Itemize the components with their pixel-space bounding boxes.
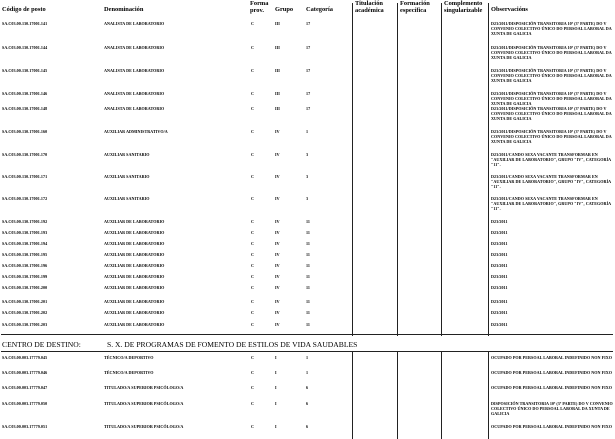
cell-forma: C — [251, 385, 255, 390]
cell-categoria: 11 — [306, 252, 310, 257]
cell-grupo: III — [275, 21, 280, 26]
cell-forma: C — [251, 45, 255, 50]
cell-forma: C — [251, 322, 255, 327]
cell-observaciones: OCUPADO POR PERSOAL LABORAL INDEFINIDO NON FIXO — [491, 355, 613, 360]
cell-grupo: I — [275, 355, 277, 360]
cell-categoria: 17 — [306, 68, 311, 73]
header-categoria: Categoría — [306, 6, 333, 13]
cell-codigo: SA.C03.00.130.17001.148 — [2, 106, 48, 111]
cell-grupo: III — [275, 91, 280, 96]
cell-codigo: SA.C03.00.003.17779.047 — [2, 385, 48, 390]
cell-observaciones: D23/2011 — [491, 241, 508, 246]
cell-observaciones: D23/2011 — [491, 322, 508, 327]
cell-denominacion: AUXILIAR DE LABORATORIO — [104, 285, 165, 290]
cell-observaciones: D23/2011 — [491, 285, 508, 290]
divider — [1, 334, 613, 335]
cell-observaciones: D23/2011 — [491, 263, 508, 268]
centro-label: CENTRO DE DESTINO: — [2, 340, 81, 349]
cell-codigo: SA.C03.00.130.17001.195 — [2, 252, 48, 257]
header-titulacion-line1: Titulación — [355, 0, 383, 7]
cell-denominacion: AUXILIAR DE LABORATORIO — [104, 241, 165, 246]
cell-observaciones: D23/2011/DISPOSICIÓN TRANSITORIA 10ª (3º PARTE) DO V CONVENIO COLECTIVO ÚNICO DO PERSOAL LABORAL DA XUNTA DE GALICIA — [491, 106, 612, 121]
cell-grupo: IV — [275, 285, 280, 290]
cell-codigo: SA.C03.00.003.17779.051 — [2, 424, 48, 429]
header-codigo: Código de posto — [2, 6, 46, 13]
cell-observaciones: OCUPADO POR PERSOAL LABORAL INDEFINIDO NON FIXO — [491, 370, 613, 375]
cell-observaciones: D23/2011/CANDO SEXA VACANTE TRANSFORMAR EN "AUXILIAR DE LABORATORIO", GRUPO "IV", CATEGORÍA "11". — [491, 174, 611, 189]
cell-denominacion: AUXILIAR SANITARIO — [104, 196, 150, 201]
cell-categoria: 17 — [306, 45, 311, 50]
cell-categoria: 11 — [306, 310, 310, 315]
cell-categoria: 11 — [306, 274, 310, 279]
cell-forma: C — [251, 274, 255, 279]
cell-forma: C — [251, 106, 255, 111]
cell-observaciones: D23/2011/CANDO SEXA VACANTE TRANSFORMAR EN "AUXILIAR DE LABORATORIO", GRUPO "IV", CATEGORÍA "11". — [491, 152, 611, 167]
header-formacion-line2: específica — [400, 7, 427, 14]
cell-grupo: IV — [275, 322, 280, 327]
column-rule — [441, 351, 442, 439]
cell-forma: C — [251, 129, 255, 134]
cell-observaciones: D23/2011 — [491, 219, 508, 224]
cell-categoria: 6 — [306, 424, 309, 429]
cell-categoria: 3 — [306, 152, 309, 157]
header-denominacion: Denominación — [104, 6, 144, 13]
cell-categoria: 11 — [306, 263, 310, 268]
cell-denominacion: TITULADO/A SUPERIOR PSICÓLOGO/A — [104, 401, 184, 406]
cell-grupo: IV — [275, 310, 280, 315]
cell-grupo: IV — [275, 299, 280, 304]
cell-forma: C — [251, 401, 255, 406]
cell-forma: C — [251, 285, 255, 290]
header-formacion-line1: Formación — [400, 0, 430, 7]
cell-denominacion: AUXILIAR DE LABORATORIO — [104, 252, 165, 257]
cell-observaciones: D23/2011 — [491, 274, 508, 279]
cell-forma: C — [251, 263, 255, 268]
cell-codigo: SA.C03.00.130.17001.145 — [2, 68, 48, 73]
cell-denominacion: TITULADO/A SUPERIOR PSICÓLOGO/A — [104, 424, 184, 429]
cell-categoria: 11 — [306, 219, 310, 224]
column-rule — [488, 351, 489, 439]
cell-denominacion: AUXILIAR DE LABORATORIO — [104, 230, 165, 235]
cell-forma: C — [251, 21, 255, 26]
header-complemento-line1: Complemento — [444, 0, 483, 7]
cell-denominacion: AUXILIAR DE LABORATORIO — [104, 263, 165, 268]
header-titulacion-line2: académica — [355, 7, 384, 14]
cell-grupo: IV — [275, 152, 280, 157]
cell-forma: C — [251, 91, 255, 96]
cell-categoria: 17 — [306, 21, 311, 26]
cell-forma: C — [251, 241, 255, 246]
header-forma-line1: Forma — [250, 0, 269, 7]
cell-grupo: I — [275, 424, 277, 429]
cell-codigo: SA.C03.00.130.17001.160 — [2, 129, 48, 134]
cell-grupo: I — [275, 370, 277, 375]
cell-codigo: SA.C03.00.130.17001.141 — [2, 21, 48, 26]
cell-categoria: 17 — [306, 106, 311, 111]
column-rule — [397, 351, 398, 439]
cell-denominacion: ANALISTA DE LABORATORIO — [104, 106, 165, 111]
cell-grupo: IV — [275, 274, 280, 279]
cell-observaciones: D23/2011/DISPOSICIÓN TRANSITORIA 10ª (3º PARTE) DO V CONVENIO COLECTIVO ÚNICO DO PERSOAL LABORAL DA XUNTA DE GALICIA — [491, 68, 612, 83]
header-observaciones: Observacións — [491, 6, 528, 13]
cell-forma: C — [251, 196, 255, 201]
column-rule — [352, 351, 353, 439]
cell-grupo: IV — [275, 129, 280, 134]
column-rule — [352, 3, 353, 336]
cell-grupo: IV — [275, 219, 280, 224]
cell-denominacion: AUXILIAR DE LABORATORIO — [104, 219, 165, 224]
cell-categoria: 3 — [306, 174, 309, 179]
cell-observaciones: D23/2011/DISPOSICIÓN TRANSITORIA 10ª (3º PARTE) DO V CONVENIO COLECTIVO ÚNICO DO PERSOAL LABORAL DA XUNTA DE GALICIA — [491, 91, 612, 106]
cell-denominacion: AUXILIAR DE LABORATORIO — [104, 299, 165, 304]
cell-grupo: III — [275, 106, 280, 111]
cell-codigo: SA.C03.00.130.17001.203 — [2, 322, 48, 327]
cell-categoria: 11 — [306, 241, 310, 246]
cell-codigo: SA.C03.00.003.17779.045 — [2, 355, 48, 360]
cell-denominacion: AUXILIAR DE LABORATORIO — [104, 274, 165, 279]
centro-name: S. X. DE PROGRAMAS DE FOMENTO DE ESTILOS DE VIDA SAUDABLES — [107, 340, 358, 349]
cell-categoria: 3 — [306, 196, 309, 201]
cell-forma: C — [251, 68, 255, 73]
cell-observaciones: D23/2011/DISPOSICIÓN TRANSITORIA 10ª (3º PARTE) DO V CONVENIO COLECTIVO ÚNICO DO PERSOAL LABORAL DA XUNTA DE GALICIA — [491, 129, 612, 144]
cell-observaciones: D23/2011 — [491, 230, 508, 235]
column-rule — [488, 3, 489, 336]
cell-observaciones: D23/2011/CANDO SEXA VACANTE TRANSFORMAR EN "AUXILIAR DE LABORATORIO", GRUPO "IV", CATEGORÍA "11". — [491, 196, 611, 211]
cell-codigo: SA.C03.00.130.17001.192 — [2, 219, 48, 224]
cell-grupo: IV — [275, 252, 280, 257]
column-rule — [441, 3, 442, 336]
cell-categoria: 6 — [306, 385, 309, 390]
cell-denominacion: TITULADO/A SUPERIOR PSICÓLOGO/A — [104, 385, 184, 390]
cell-categoria: 11 — [306, 322, 310, 327]
cell-denominacion: ANALISTA DE LABORATORIO — [104, 45, 165, 50]
cell-grupo: I — [275, 385, 277, 390]
cell-codigo: SA.C03.00.130.17001.202 — [2, 310, 48, 315]
cell-forma: C — [251, 230, 255, 235]
cell-observaciones: OCUPADO POR PERSOAL LABORAL INDEFINIDO NON FIXO — [491, 385, 613, 390]
cell-forma: C — [251, 219, 255, 224]
cell-observaciones: D23/2011/DISPOSICIÓN TRANSITORIA 10ª (3º PARTE) DO V CONVENIO COLECTIVO ÚNICO DO PERSOAL LABORAL DA XUNTA DE GALICIA — [491, 21, 612, 36]
cell-forma: C — [251, 370, 255, 375]
header-forma-line2: prov. — [250, 7, 264, 14]
cell-grupo: IV — [275, 241, 280, 246]
cell-observaciones: D23/2011 — [491, 299, 508, 304]
cell-forma: C — [251, 424, 255, 429]
cell-observaciones: D23/2011 — [491, 310, 508, 315]
cell-codigo: SA.C03.00.130.17001.194 — [2, 241, 48, 246]
cell-denominacion: AUXILIAR DE LABORATORIO — [104, 310, 165, 315]
cell-forma: C — [251, 152, 255, 157]
cell-codigo: SA.C03.00.003.17779.050 — [2, 401, 48, 406]
divider — [1, 351, 613, 352]
cell-codigo: SA.C03.00.130.17001.144 — [2, 45, 48, 50]
cell-grupo: IV — [275, 230, 280, 235]
cell-denominacion: TÉCNICO/A DEPORTIVO — [104, 370, 154, 375]
cell-categoria: 11 — [306, 230, 310, 235]
cell-grupo: III — [275, 68, 280, 73]
cell-codigo: SA.C03.00.130.17001.201 — [2, 299, 48, 304]
cell-codigo: SA.C03.00.003.17779.046 — [2, 370, 48, 375]
cell-codigo: SA.C03.00.130.17001.172 — [2, 196, 48, 201]
cell-forma: C — [251, 299, 255, 304]
cell-codigo: SA.C03.00.130.17001.196 — [2, 263, 48, 268]
cell-denominacion: ANALISTA DE LABORATORIO — [104, 91, 165, 96]
header-grupo: Grupo — [275, 6, 294, 13]
cell-codigo: SA.C03.00.130.17001.193 — [2, 230, 48, 235]
cell-categoria: 1 — [306, 355, 309, 360]
header-complemento-line2: singularizable — [444, 7, 483, 14]
cell-denominacion: AUXILIAR SANITARIO — [104, 152, 150, 157]
cell-codigo: SA.C03.00.130.17001.200 — [2, 285, 48, 290]
cell-denominacion: ANALISTA DE LABORATORIO — [104, 68, 165, 73]
cell-codigo: SA.C03.00.130.17001.170 — [2, 152, 48, 157]
cell-codigo: SA.C03.00.130.17001.199 — [2, 274, 48, 279]
cell-grupo: IV — [275, 174, 280, 179]
cell-codigo: SA.C03.00.130.17001.171 — [2, 174, 48, 179]
cell-observaciones: OCUPADO POR PERSOAL LABORAL INDEFINIDO NON FIXO — [491, 424, 613, 429]
cell-categoria: 6 — [306, 401, 309, 406]
cell-codigo: SA.C03.00.130.17001.146 — [2, 91, 48, 96]
cell-categoria: 1 — [306, 129, 309, 134]
cell-grupo: I — [275, 401, 277, 406]
cell-categoria: 17 — [306, 91, 311, 96]
cell-categoria: 1 — [306, 370, 309, 375]
cell-grupo: III — [275, 45, 280, 50]
cell-categoria: 11 — [306, 285, 310, 290]
cell-forma: C — [251, 310, 255, 315]
cell-denominacion: TÉCNICO/A DEPORTIVO — [104, 355, 154, 360]
cell-denominacion: ANALISTA DE LABORATORIO — [104, 21, 165, 26]
cell-denominacion: AUXILIAR ADMINISTRATIVO/A — [104, 129, 168, 134]
cell-categoria: 11 — [306, 299, 310, 304]
cell-observaciones: D23/2011/DISPOSICIÓN TRANSITORIA 10ª (3º PARTE) DO V CONVENIO COLECTIVO ÚNICO DO PERSOAL LABORAL DA XUNTA DE GALICIA — [491, 45, 612, 60]
cell-observaciones: DISPOSICIÓN TRANSITORIA 10ª (3º PARTE) DO V CONVENIO COLECTIVO ÚNICO DO PERSOAL LABORAL DA XUNTA DE GALICIA — [491, 401, 613, 416]
cell-grupo: IV — [275, 196, 280, 201]
cell-forma: C — [251, 355, 255, 360]
centro-destino — [2, 340, 357, 349]
cell-forma: C — [251, 252, 255, 257]
column-rule — [397, 3, 398, 336]
cell-denominacion: AUXILIAR DE LABORATORIO — [104, 322, 165, 327]
cell-denominacion: AUXILIAR SANITARIO — [104, 174, 150, 179]
cell-observaciones: D23/2011 — [491, 252, 508, 257]
cell-forma: C — [251, 174, 255, 179]
cell-grupo: IV — [275, 263, 280, 268]
